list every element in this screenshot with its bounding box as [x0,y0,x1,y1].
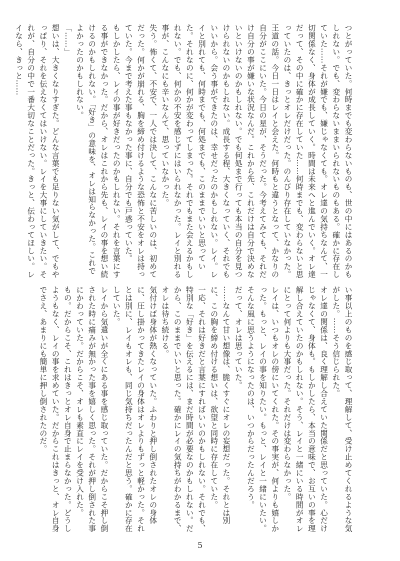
text-block-lower: い事以上のものを感じ取って、理解して、受け止めてくれるような気がした。……そう信じられた。 オレ達の関係は、良く理解し合えていた関係だと思っていた。心だけじゃなくて、身体も。もしかしたら、本当の意味で、お互いの事を理解し合えていたのかもしれない。そう、レイと一緒にいる時間がオレにとって何よりも大事だった。それだけは変わらなかった。 レイは、いつもオレの傍にいてくれた。その事実が、何よりも嬉しかった。もっと、レイの事を知りたい。もっと、レイと一緒にいたい。そんな風に思うようになったのは、いつからだったんだろう。 だって、オレは思っていた。 ……なんて甘い想像は、脆くすぐにオレの妄想だった。それとは別に、この胸を締め付ける想いは、欲望と同時に存在していた。 一応、それは好きだと言葉にすればいいのかもしれない。それでも、特別な「好き」を伝えるには、まだ時間が必要なのかもしれない。だから、このままでいいと思った。確かにレイの気持ちがわかるまで、オレは待ち続ける。 気付けば身体が熱くなっていた。ふわりと押し倒されたオレの身体に、圧し掛かってきたレイの身体はオレよりもずっと軽かった。それとは別に、レイもオレも、同じ気持ちだったんだと思う。確かに存在していた。 レイから気遣いが全くにある事を感じ取っていた。だからこそ押し倒された時に痛みが無かった事を嬉しく思った。それが押し倒された事にかわっていた。だからこそ、オレも素直にレイを受け入れた。 もの。だからこそ、これはきっとオレ自身で止まらなかった。どうしようもなく、レイの事を求めていた。だからこれはきっと、オレ自身でさえ、あまりにも簡単に押し倒されたのだ。 [38,286,353,533]
page-number: 5 [197,541,203,550]
text-block-upper: つとがっていた。何時までも変わらないものも、世の中にはあるのかもしれない。でも、変わらないままいられないものもある。確かに存在していた……それが嫌でも、嫌じゃなくても。オレ達の気持ちなんて、一切関係なく、身体が成長していく。時間は未来へと進んでいく。オレ達だって、その中に確かに存在していた……何時までも、変わらないと思っていたのは、きっとオレだけだった。のんびり存在していなかった。 王道の話。今日一日はレイと会えた。何時もと違うとなって、かなりの自分がここにいた。今日の星が、そうだった。今考えてみても、それだけ自分の事が嫌いな状況なんだ。これから先、これだけは自分で決めないといけないのかもしれない。でも何処まで行っても本当の自分を見つけられないのかもしれない。成長する程、大きくなっていく、それでもいいから。会う事ができたのは、幸せだったのかもしれない。レイ。レイと別れても、何時までも、何処までも、このままでいいと思っていた。それなのに、何かが変わってしまった。それでもまた会えるかもしれない。でも、何かの不安を感じずにはいられなかった。レイと別れる事が、こんなにも辛いなんて、思っていなかった。 失う。怖くて、不安で、一人では決して、こんなに苦しいのは、初めてだった。何かが崩れる、胸を締め付けるような恐怖と不安をオレは持っていた。今まで考えた事もなかった事に、自分でも戸惑っていた。 もしかしたら、レイの事が好きだったのかもしれない。それを言葉にする事ができなかった。だから、オレはこれから先も、レイの事を想い続けるのかもしれない。「好き」の意味を、オレは知らなかった。これでよかったのかもしれない。 「……」 想いは、大きくなりすぎた。どんな言葉でも足りない気がして、でもやっぱり、それを伝えなくてはいけない。レイを大事にしていきたい。それが、自分の中で一番大切なことだった。きっと、伝わってほしい。レイなら、きっと…… [14,24,353,279]
